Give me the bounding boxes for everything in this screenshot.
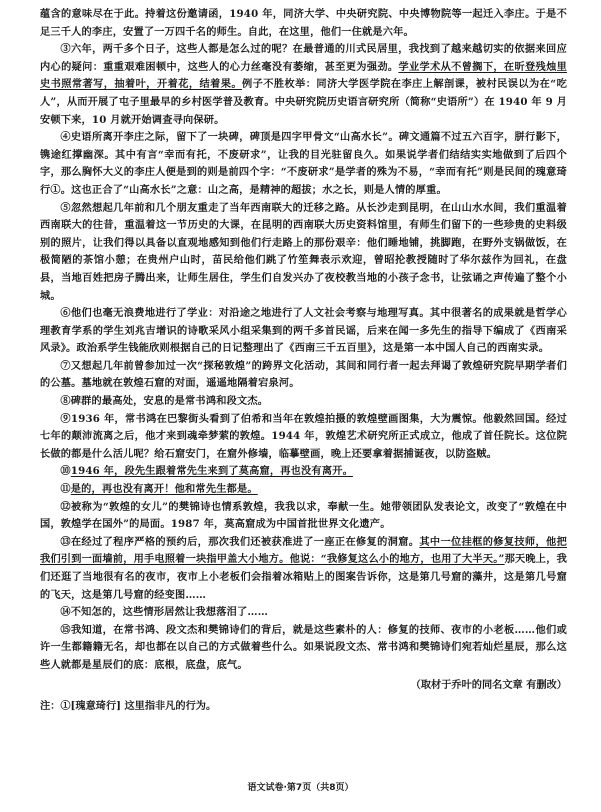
text-segment: 那天晚上，我们还逛了当地很有名的夜市，夜市上小老板们会指着冰箱贴上的图案告诉你，这是第几号窟的藻井，这是第几号窟的飞天，这是第几号窟的经变图…… xyxy=(40,553,567,601)
paragraph-p6 xyxy=(40,305,567,358)
underlined-text: 其中一位挂框的修复技师，他把我们引到一面墙前，用手电照着一块指甲盖大小地方。他说：“我修复这么小的地方，也用了大半天。” xyxy=(40,535,567,566)
article-body xyxy=(40,6,567,675)
page-footer: 语文试卷·第7页（共8页） xyxy=(247,783,354,793)
text-segment: ⑪ xyxy=(60,483,71,496)
paragraph-p9 xyxy=(40,411,567,464)
paragraph-p8 xyxy=(40,393,567,411)
text-segment: 例子不胜枚举：同济大学医学院在李庄上解剖课，被村民误以为在“吃人”，从而开展了屯子里最早的乡村医学普及教育。中央研究院历史语言研究所（简称“史语所”）在 1940 年 9 月安顿下来，10 月就开始调查寻向保研。 xyxy=(40,78,567,126)
paragraph-p10 xyxy=(40,463,567,481)
source-citation: （取材于乔叶的同名文章 有删改） xyxy=(410,678,567,691)
paragraph-p7 xyxy=(40,358,567,393)
paragraph-p14 xyxy=(40,604,567,622)
paragraph-p15 xyxy=(40,622,567,675)
paragraph-p13 xyxy=(40,534,567,604)
text-segment: ⑤忽然想起几年前和几个朋友重走了当年西南联大的迁移之路。从长沙走到昆明，在山山水水间，我们重温着西南联大的往昔，重温着这一节历史的大课，在昆明的西南联大历史资料馆里，有师生们留下的一些珍贵的史料级别的照片，让我们得以具备以直观地感知到他们行走路上的那份艰辛：他们睡地铺，挑脚跑，在野外支锅做饭，在极简陋的茶馆小憩；在贵州户山时，苗民给他们跳了竹笙舞表示欢迎，曾昭抡教授随时了华尔兹作为回礼，在盘县，当地百姓把房子腾出来，让师生居住，学生们自发兴办了夜校教当地的小孩子念书，让弦诵之声传遍了整个小城。 xyxy=(40,201,567,302)
text-segment: ④史语所离开李庄之际，留下了一块碑，碑顶是四字甲骨文“山高水长”。碑文通篇不过五六百字，胼行影下，镌途红撑幽深。其中有言“幸而有托，不废研求”，让我的目光驻留良久。如果说学者们结结实实地做到了后四个字，那么胸怀大义的李庄人便是到的则是前四个字：“不废研求”是学者的殊为不易，“幸而有托”则是民间的瑰意琦行①。这也正合了“山高水长”之意：山之高，是精神的超拔；水之长，则是人情的厚重。 xyxy=(40,131,567,196)
footnote: 注：①[瑰意琦行] 这里指非凡的行为。 xyxy=(40,700,217,713)
text-segment: ⑥他们也毫无浪费地进行了学业：对沿途之地进行了人文社会考察与地理写真。其中很著名的成果就是哲学心理教育学系的学生刘兆吉增识的诗歌采风小组采集到的两千多首民谣，后来在闻一多先生的指导下编成了《西南采风录》。政治系学生钱能欣则根据自己的日记整理出了《西南三千五百里》，这是第一本中国人自己的西南实录。 xyxy=(40,307,567,355)
text-segment: ⑫被称为“敦煌的女儿”的樊锦诗也情系敦煌，我我以求，奉献一生。她带领团队发表论文，改变了“敦煌在中国，敦煌学在国外”的局面。1987 年，莫高窟成为中国首批世界文化遗产。 xyxy=(40,500,567,531)
paragraph-p3 xyxy=(40,41,567,129)
document-page xyxy=(40,6,567,716)
underlined-text: 学业学术从不曾搁下，在昕登残烛里史书照常著写，抽着叶，开着花，结着果。 xyxy=(40,60,568,91)
text-segment: ⑧碑群的最高处，安息的是常书鸿和段文杰。 xyxy=(60,395,269,408)
paragraph-p11 xyxy=(40,481,567,499)
underlined-text: 是的，再也没有离开！他和常先生都是。 xyxy=(70,483,258,496)
text-segment: ⑭不知怎的，这些情形居然让我想落泪了…… xyxy=(60,606,269,619)
text-segment: ③六年，两千多个日子，这些人都是怎么过的呢？在最普通的川式民居里，我找到了越来越切实的依据来回应内心的疑问：重重艰难困顿中，这些人的心力丝毫没有萎缩，甚至更为强劲。 xyxy=(40,43,567,73)
text-segment: 蕴含的意味尽在于此。持着这份邀请函，1940 年，同济大学、中央研究院、中央博物院等一起迁入李庄。于是不足三千人的李庄，安置了一万四千名的师生。自此，在这里，他们一住就是六年。 xyxy=(40,8,567,38)
text-segment: ⑩ xyxy=(60,465,71,478)
paragraph-p12 xyxy=(40,499,567,534)
text-segment: ⑬在经过了程序严格的预约后，那次我们还被获准进了一座正在修复的洞窟。 xyxy=(60,535,420,548)
paragraph-p5 xyxy=(40,200,567,306)
text-segment: ⑮我知道，在常书鸿、段文杰和樊锦诗们的背后，就是这些素朴的人：修复的技师、夜市的小老板……他们或许一生都籍籍无名，却也都在以自己的方式做着些什么。如果说段文杰、常书鸿和樊锦诗们宛若灿烂星辰，那么这些人就都是星辰们的底：底根，底盘，底气。 xyxy=(40,623,567,671)
text-segment: ⑨1936 年，常书鸿在巴黎街头看到了伯希和当年在敦煌拍摄的敦煌壁画图集，大为震惊。他毅然回国。经过七年的颠沛流离之后，他才来到魂牵梦萦的敦煌。1944 年，敦煌艺术研究所正式成立，他成了首任院长。这位院长做的都是什么活儿呢？给石窟安门，在窟外修墙，临摹壁画，晚上还要拿着据捕诞夜，以防盗贼。 xyxy=(40,412,567,460)
paragraph-p4 xyxy=(40,129,567,199)
underlined-text: 1946 年，段先生跟着常先生来到了莫高窟，再也没有离开。 xyxy=(70,465,353,478)
paragraph-p0 xyxy=(40,6,567,41)
text-segment: ⑦又想起几年前曾参加过一次“探秘敦煌”的跨界文化活动，其间和同行者一起去拜谒了敦煌研究院早期学者们的公墓。墓地就在敦煌石窟的对面，遥遥地隔着宕泉河。 xyxy=(40,359,567,390)
